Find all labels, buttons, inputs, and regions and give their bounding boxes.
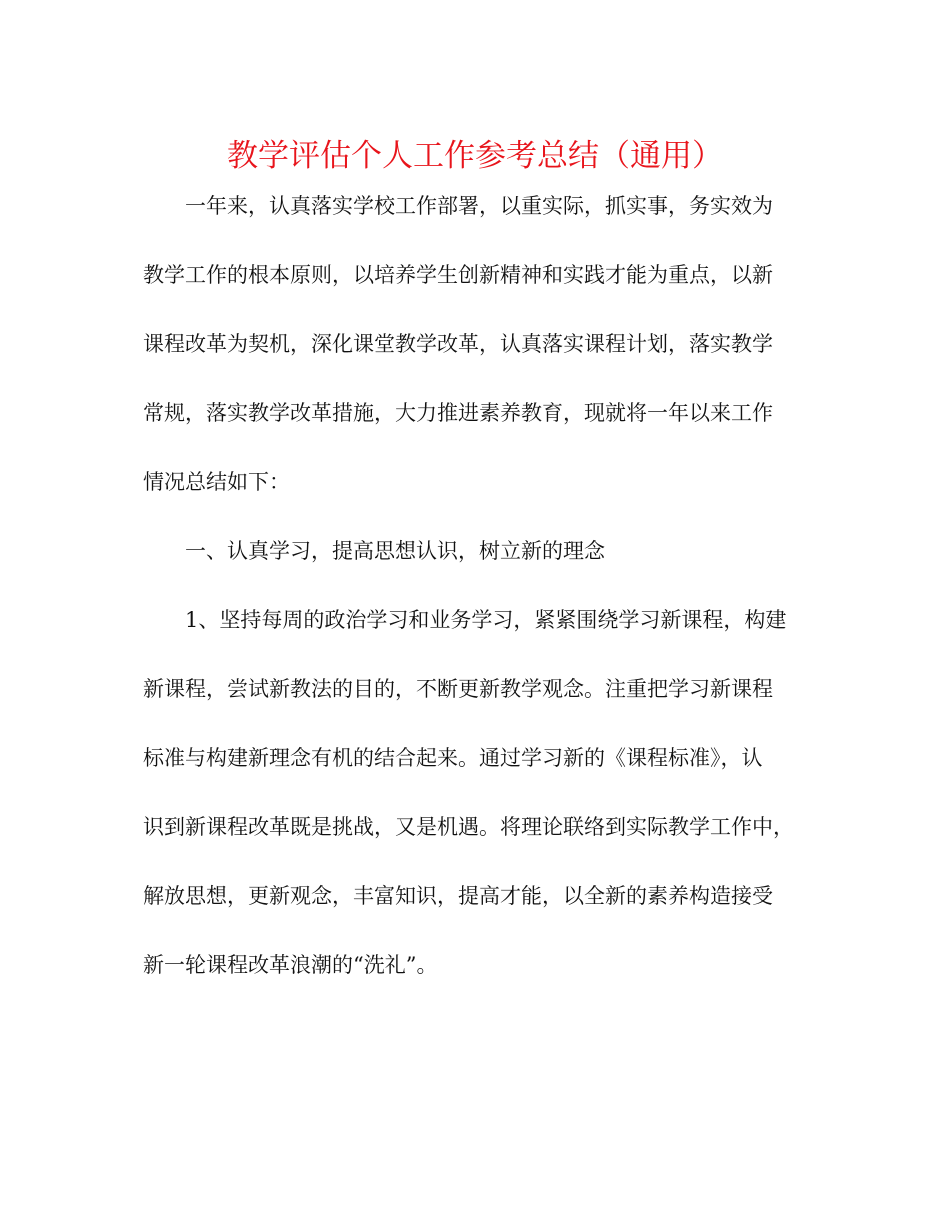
section-heading xyxy=(143,529,805,598)
text-line: 教学工作的根本原则，以培养学生创新精神和实践才能为重点，以新 xyxy=(143,263,773,287)
paragraph-point-1 xyxy=(143,598,805,1012)
paragraph-intro xyxy=(143,184,805,529)
text-line: 情况总结如下： xyxy=(143,470,290,494)
document-body xyxy=(143,184,805,1012)
text-line: 一年来，认真落实学校工作部署，以重实际，抓实事，务实效为 xyxy=(185,194,773,218)
text-line: 标准与构建新理念有机的结合起来。通过学习新的《课程标准》，认 xyxy=(143,746,763,770)
text-line: 新一轮课程改革浪潮的“洗礼”。 xyxy=(143,953,438,977)
document-title: 教学评估个人工作参考总结（通用） xyxy=(227,138,723,174)
text-line: 常规，落实教学改革措施，大力推进素养教育，现就将一年以来工作 xyxy=(143,401,773,425)
text-line: 新课程，尝试新教法的目的，不断更新教学观念。注重把学习新课程 xyxy=(143,677,773,701)
text-line: 解放思想，更新观念，丰富知识，提高才能，以全新的素养构造接受 xyxy=(143,884,773,908)
text-line: 识到新课程改革既是挑战，又是机遇。将理论联络到实际教学工作中， xyxy=(143,815,794,839)
text-line: 1、坚持每周的政治学习和业务学习，紧紧围绕学习新课程，构建 xyxy=(185,608,787,632)
text-line: 一、认真学习，提高思想认识，树立新的理念 xyxy=(185,539,605,563)
text-line: 课程改革为契机，深化课堂教学改革，认真落实课程计划，落实教学 xyxy=(143,332,773,356)
